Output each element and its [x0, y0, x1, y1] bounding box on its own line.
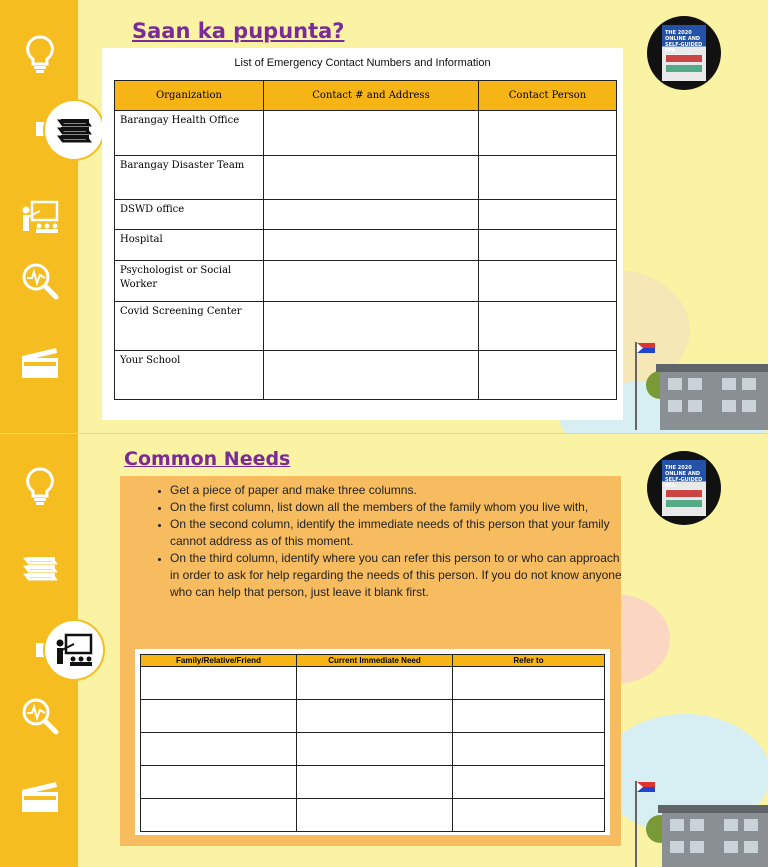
instructions-list — [140, 482, 630, 601]
contact-person-cell[interactable] — [479, 156, 617, 200]
organization-cell: DSWD office — [115, 200, 264, 230]
table-row — [115, 200, 617, 230]
contact-person-cell[interactable] — [479, 302, 617, 351]
instruction-item: • On the second column, identify the immediate needs of this person that your family cannot address as of this moment. — [170, 516, 630, 550]
table-row — [141, 700, 605, 733]
school-illustration — [630, 779, 768, 867]
page-title: Common Needs — [124, 448, 291, 470]
clapperboard-icon[interactable] — [14, 774, 66, 818]
need-cell[interactable] — [297, 667, 453, 700]
family-cell[interactable] — [141, 667, 297, 700]
refer-cell[interactable] — [453, 733, 605, 766]
pfa-module-cover: THE 2020 ONLINE AND SELF-GUIDED PFA — [662, 460, 706, 516]
organization-cell: Your School — [115, 351, 264, 400]
pfa-module-cover: THE 2020 ONLINE AND SELF-GUIDED PFA — [662, 25, 706, 81]
books-icon[interactable] — [14, 546, 66, 590]
instruction-item: • On the first column, list down all the members of the family whom you live with, — [170, 499, 630, 516]
teacher-icon[interactable] — [14, 195, 66, 239]
sidebar-nav — [0, 0, 78, 433]
needs-worksheet — [135, 649, 610, 835]
contact-cell[interactable] — [264, 351, 479, 400]
organization-cell: Covid Screening Center — [115, 302, 264, 351]
table-row — [141, 667, 605, 700]
family-cell[interactable] — [141, 799, 297, 832]
family-cell[interactable] — [141, 733, 297, 766]
emergency-contacts-sheet — [102, 48, 623, 420]
table-row — [141, 766, 605, 799]
table-row — [115, 156, 617, 200]
organization-cell: Barangay Disaster Team — [115, 156, 264, 200]
table-row — [115, 230, 617, 261]
table-row — [115, 261, 617, 302]
contact-person-cell[interactable] — [479, 230, 617, 261]
column-header-contact-person: Contact Person — [479, 81, 617, 111]
contact-person-cell[interactable] — [479, 261, 617, 302]
contact-cell[interactable] — [264, 302, 479, 351]
need-cell[interactable] — [297, 733, 453, 766]
school-illustration — [630, 340, 768, 433]
emergency-contacts-table — [114, 80, 617, 400]
table-row — [141, 799, 605, 832]
need-cell[interactable] — [297, 700, 453, 733]
organization-cell: Barangay Health Office — [115, 111, 264, 156]
needs-table — [140, 654, 605, 832]
contact-person-cell[interactable] — [479, 351, 617, 400]
column-header-contact: Contact # and Address — [264, 81, 479, 111]
table-row — [115, 302, 617, 351]
refer-cell[interactable] — [453, 700, 605, 733]
pfa-module-badge — [647, 16, 721, 90]
lightbulb-icon[interactable] — [14, 464, 66, 508]
instruction-item: • Get a piece of paper and make three columns. — [170, 482, 630, 499]
family-cell[interactable] — [141, 700, 297, 733]
page-title: Saan ka pupunta? — [132, 19, 345, 43]
refer-cell[interactable] — [453, 799, 605, 832]
table-row — [115, 111, 617, 156]
organization-cell: Psychologist or Social Worker — [115, 261, 264, 302]
contact-person-cell[interactable] — [479, 200, 617, 230]
contact-cell[interactable] — [264, 156, 479, 200]
pfa-module-badge — [647, 451, 721, 525]
teacher-icon-active[interactable] — [45, 621, 103, 679]
table-caption: List of Emergency Contact Numbers and Information — [234, 57, 491, 69]
books-icon-active[interactable] — [45, 101, 103, 159]
analysis-icon[interactable] — [14, 694, 66, 738]
table-row — [115, 351, 617, 400]
column-header-organization: Organization — [115, 81, 264, 111]
column-header-family: Family/Relative/Friend — [141, 655, 297, 667]
lightbulb-icon[interactable] — [14, 32, 66, 76]
organization-cell: Hospital — [115, 230, 264, 261]
contact-cell[interactable] — [264, 230, 479, 261]
refer-cell[interactable] — [453, 667, 605, 700]
analysis-icon[interactable] — [14, 259, 66, 303]
instruction-item: • On the third column, identify where you can refer this person to or who can approach in order to ask for help regarding the needs of this person. If you do not know anyone who can help that person, just leave it blank first. — [170, 550, 630, 601]
need-cell[interactable] — [297, 766, 453, 799]
contact-cell[interactable] — [264, 261, 479, 302]
column-header-refer: Refer to — [453, 655, 605, 667]
contact-cell[interactable] — [264, 111, 479, 156]
family-cell[interactable] — [141, 766, 297, 799]
column-header-need: Current Immediate Need — [297, 655, 453, 667]
contact-person-cell[interactable] — [479, 111, 617, 156]
table-row — [141, 733, 605, 766]
need-cell[interactable] — [297, 799, 453, 832]
refer-cell[interactable] — [453, 766, 605, 799]
clapperboard-icon[interactable] — [14, 340, 66, 384]
contact-cell[interactable] — [264, 200, 479, 230]
slide-saan-ka-pupunta — [0, 0, 768, 433]
